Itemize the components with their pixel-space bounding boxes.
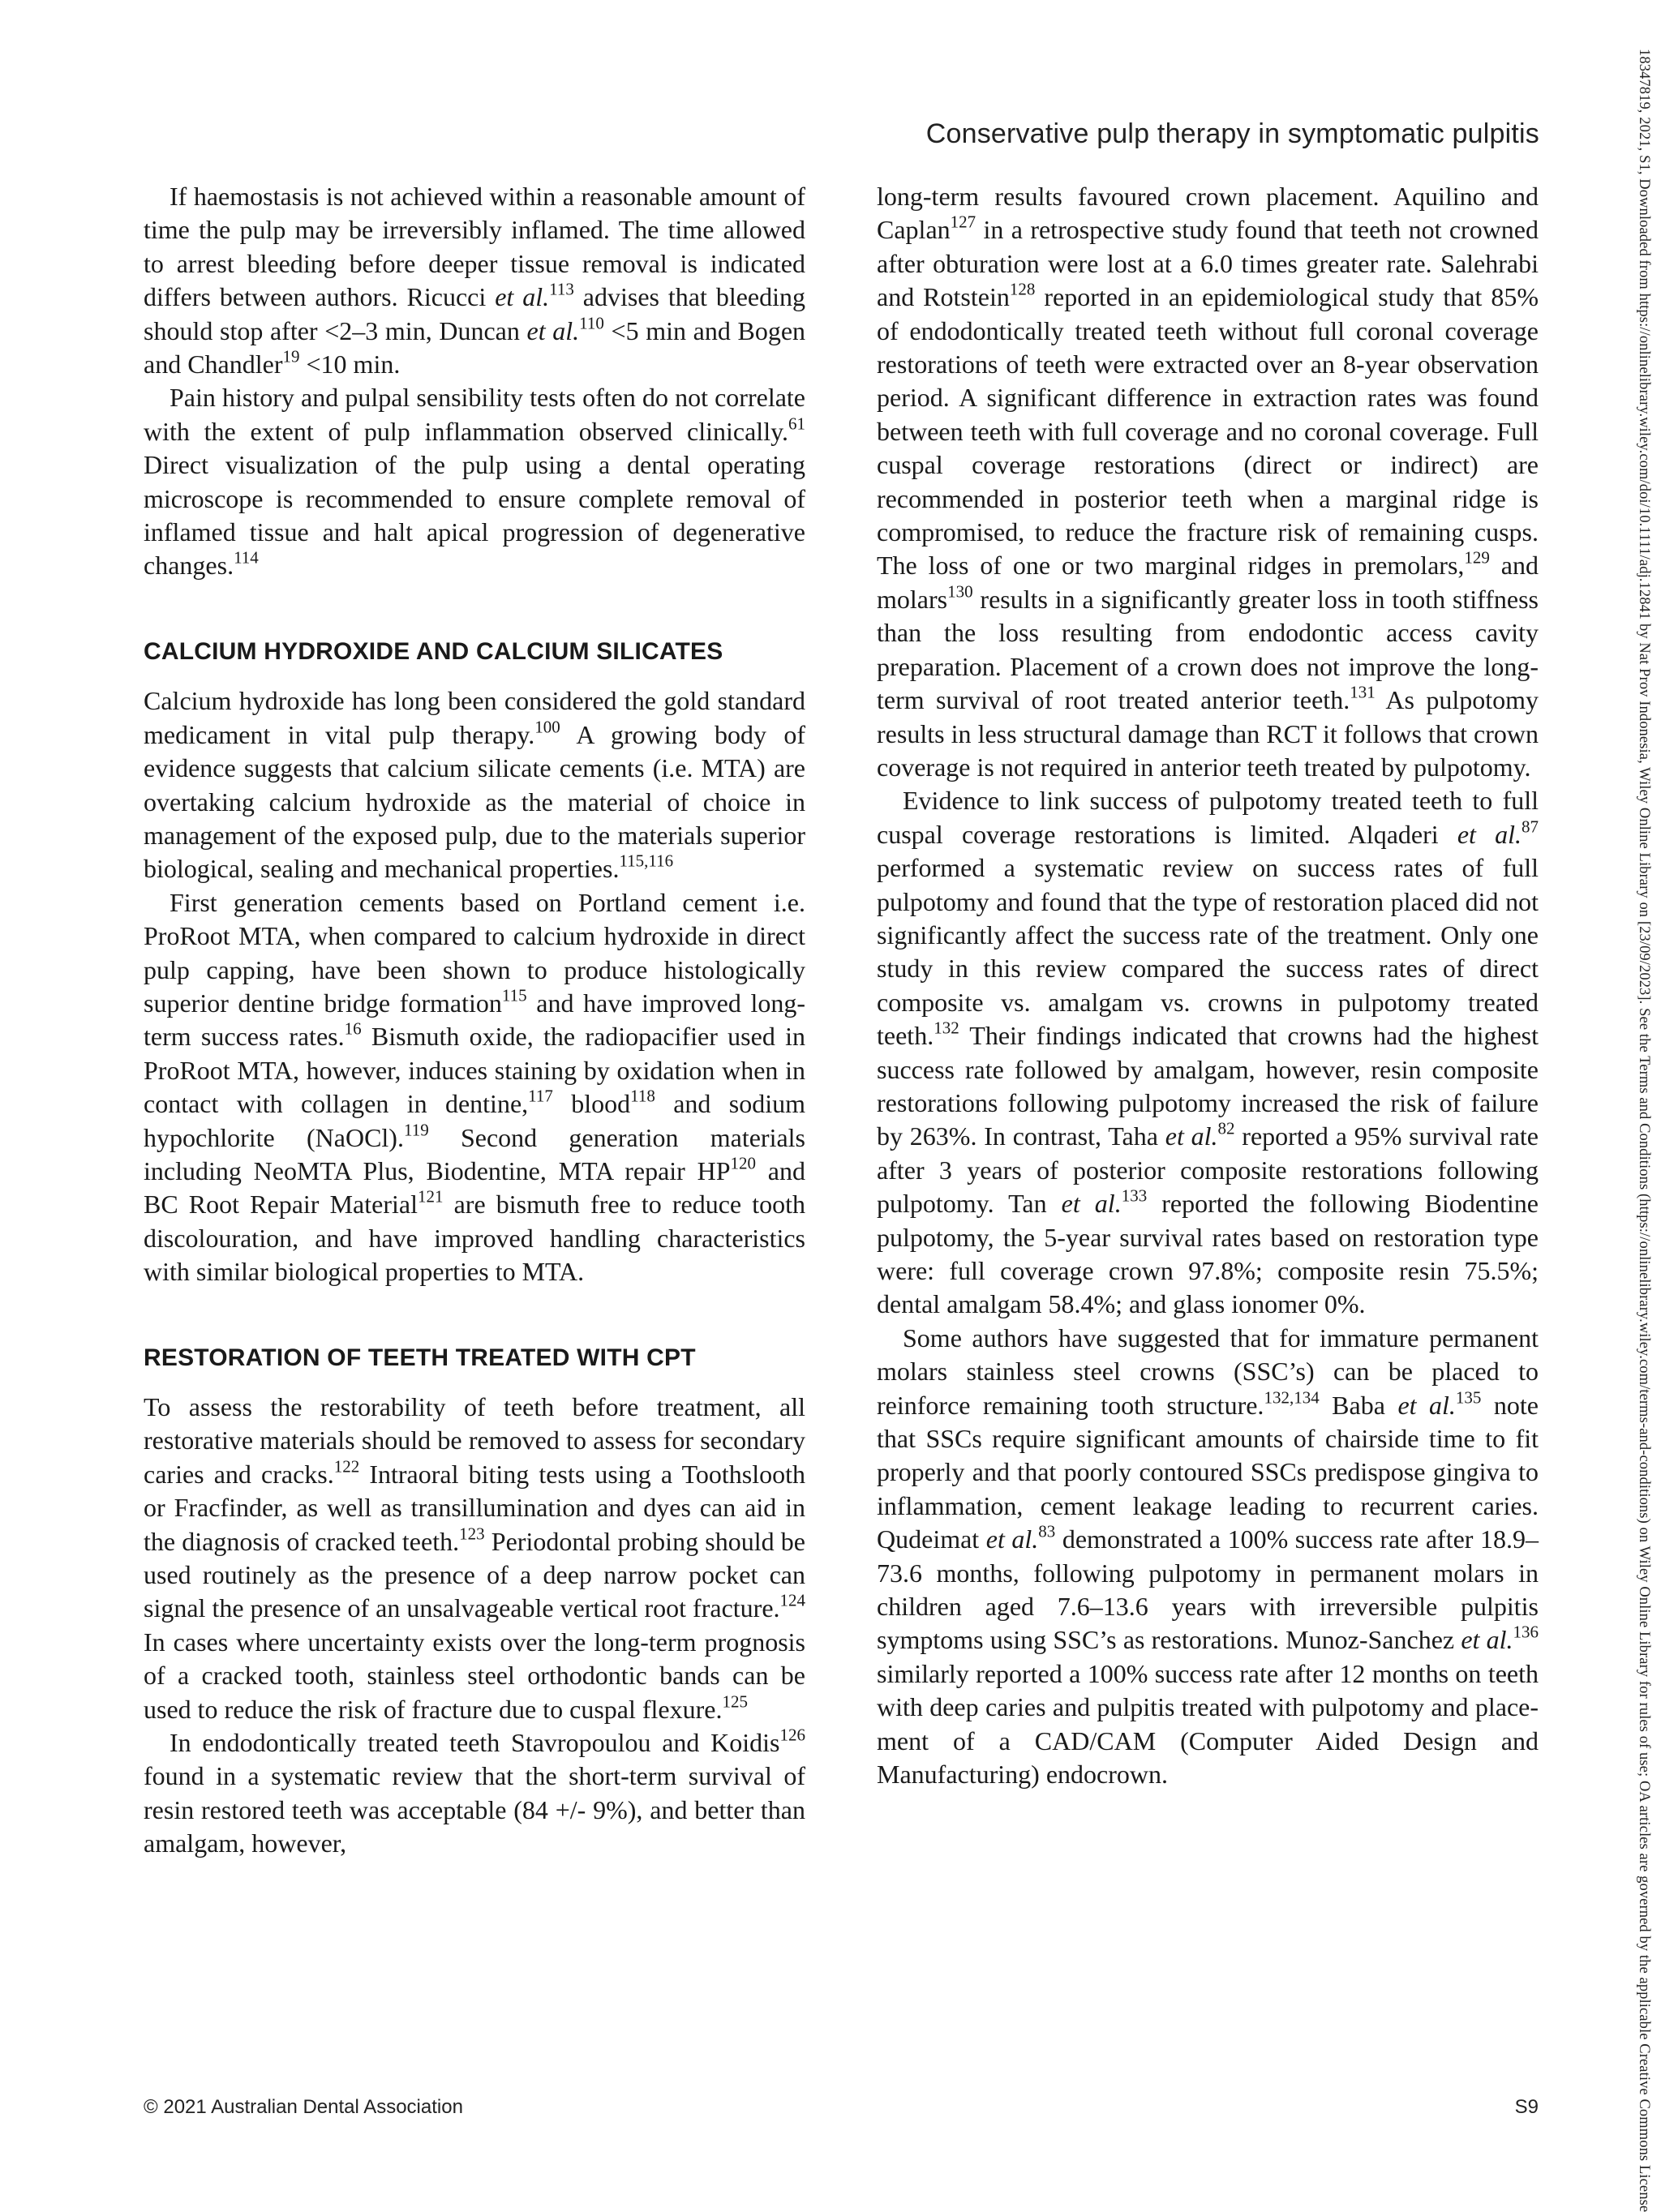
paragraph: Some authors have suggested that for immature permanent molars stainless steel crowns (SSC’s) can be placed to reinforce remaining tooth structure.$^{132,134}$ Baba et al.$^{135}$ note that SSCs require significant amounts of chairside time to fit properly and that poorly contoured SSCs predispose gingiva to inflammation, cement leakage leading to recurrent caries. Qudeimat et al.$^{83}$ demonstrated a 100% success rate after 18.9–73.6 months, following pulpotomy in permanent molars in children aged 7.6–13.6 years with irreversible pulpitis symptoms using SSC’s as restorations. Munoz-Sanchez et al.$^{136}$ similarly reported a 100% success rate after 12 months on teeth with deep caries and pulpitis treated with pulpotomy and placement of a CAD/CAM (Computer Aided Design and Manufacturing) endocrown. xyxy=(877,1322,1539,1790)
right-column xyxy=(877,180,1539,1792)
section-heading-restoration: RESTORATION OF TEETH TREATED WITH CPT xyxy=(144,1344,696,1371)
page-number: S9 xyxy=(1514,2096,1539,2118)
paragraph: Evidence to link success of pulpotomy treated teeth to full cuspal coverage restorations is limited. Alqaderi et al.$^{87}$ performed a systematic review on success rates of full pulpotomy and found that the type of restoration placed did not significantly affect the success rate of the treatment. Only one study in this review compared the success rates of direct composite vs. amalgam vs. crowns in pulpotomy treated teeth.$^{132}$ Their findings indicated that crowns had the highest success rate followed by amalgam, however, resin composite restorations following pulpotomy increased the risk of failure by 263%. In contrast, Taha et al.$^{82}$ reported a 95% survival rate after 3 years of posterior composite restorations following pulpotomy. Tan et al.$^{133}$ reported the following Biodentine pulpotomy, the 5-year survival rates based on restoration type were: full coverage crown 97.8%; composite resin 75.5%; dental amalgam 58.4%; and glass ionomer 0%. xyxy=(877,786,1539,1319)
paragraph: In endodontically treated teeth Stavropoulou and Koidis$^{126}$ found in a systematic review that the short-term survival of resin restored teeth was acceptable (84 +/- 9%), and better than amalgam, however, xyxy=(144,1725,805,1858)
running-title: Conservative pulp therapy in symptomatic pulpitis xyxy=(925,118,1539,149)
paragraph: To assess the restorability of teeth before treatment, all restorative materials should be removed to assess for secondary caries and cracks.$^{122}$ Intraoral biting tests using a Toothslooth or Fracfinder, as well as transillumination and dyes can aid in the diagnosis of cracked teeth.$^{123}$ Periodontal probing should be used routinely as the presence of a deep narrow pocket can signal the presence of an unsalvageable vertical root fracture.$^{124}$ In cases where uncertainty exists over the long-term prognosis of a cracked tooth, stainless steel orthodontic bands can be used to reduce the risk of fracture due to cuspal flexure.$^{125}$ xyxy=(144,1392,806,1724)
paragraph: long-term results favoured crown placement. Aquilino and Caplan$^{127}$ in a retrospective study found that teeth not crowned after obturation were lost at a 6.0 times greater rate. Salehrabi and Rotstein$^{128}$ reported in an epidemiological study that 85% of endodontically treated teeth without full coronal coverage restorations of teeth were extracted over an 8-year observation period. A significant difference in extraction rates was found between teeth with full coverage and no coronal coverage. Full cuspal coverage restorations (direct or indirect) are recommended in posterior teeth when a marginal ridge is compromised, to reduce the fracture risk of remaining cusps. The loss of one or two marginal ridges in premolars,$^{129}$ and molars$^{130}$ results in a significantly greater loss in tooth stiffness than the loss resulting from endodontic access cavity preparation. Placement of a crown does not improve the long-term survival of root treated anterior teeth.$^{131}$ As pulpotomy results in less structural damage than RCT it follows that crown coverage is not required in anterior teeth treated by pulpotomy. xyxy=(877,182,1539,782)
paragraph: Calcium hydroxide has long been considered the gold standard medicament in vital pulp therapy.$^{100}$ A growing body of evidence suggests that calcium silicate cements (i.e. MTA) are overtaking calcium hydroxide as the material of choice in management of the exposed pulp, due to the materials superior biological, sealing and mechanical properties.$^{115,116}$ xyxy=(144,686,806,884)
section-heading-calcium: CALCIUM HYDROXIDE AND CALCIUM SILICATES xyxy=(144,637,723,665)
download-notice: 18347819, 2021, S1, Downloaded from https://onlinelibrary.wiley.com/doi/10.1111/adj.12841 by Nat Prov Indonesia, Wiley Online Library on [23/09/2023]. See the Terms and Conditions (https://onlinelibrary.wiley.com/terms-and-conditions) on Wiley Online Library for rules of use; OA articles are governed by the applicable Creative Commons License xyxy=(1636,49,1652,2212)
paragraph: First generation cements based on Portland cement i.e. ProRoot MTA, when compared to calcium hydroxide in direct pulp capping, have been shown to produce histologically superior dentine bridge formation$^{115}$ and have improved long-term success rates.$^{16}$ Bismuth oxide, the radiopacifier used in ProRoot MTA, however, induces staining by oxidation when in contact with collagen in dentine,$^{117}$ blood$^{118}$ and sodium hypochlorite (NaOCl).$^{119}$ Second generation materials including NeoMTA Plus, Biodentine, MTA repair HP$^{120}$ and BC Root Repair Material$^{121}$ are bismuth free to reduce tooth discolouration, and have improved handling characteristics with similar biological properties to MTA. xyxy=(144,887,806,1287)
copyright-notice: © 2021 Australian Dental Association xyxy=(144,2096,463,2118)
paragraph: If haemostasis is not achieved within a reasonable amount of time the pulp may be irreversibly inflamed. The time allowed to arrest bleeding before deeper tissue removal is indicated differs between authors. Ricucci et al.$^{113}$ advises that bleeding should stop after <2–3 min, Duncan et al.$^{110}$ <5 min and Bogen and Chandler$^{19}$ <10 min. xyxy=(144,182,806,379)
left-column xyxy=(144,180,805,1861)
paragraph: Pain history and pulpal sensibility tests often do not correlate with the extent of pulp inflammation observed clinically.$^{61}$ Direct visualization of the pulp using a dental operating microscope is recommended to ensure complete removal of inflamed tissue and halt apical progression of degenerative changes.$^{114}$ xyxy=(144,383,805,581)
